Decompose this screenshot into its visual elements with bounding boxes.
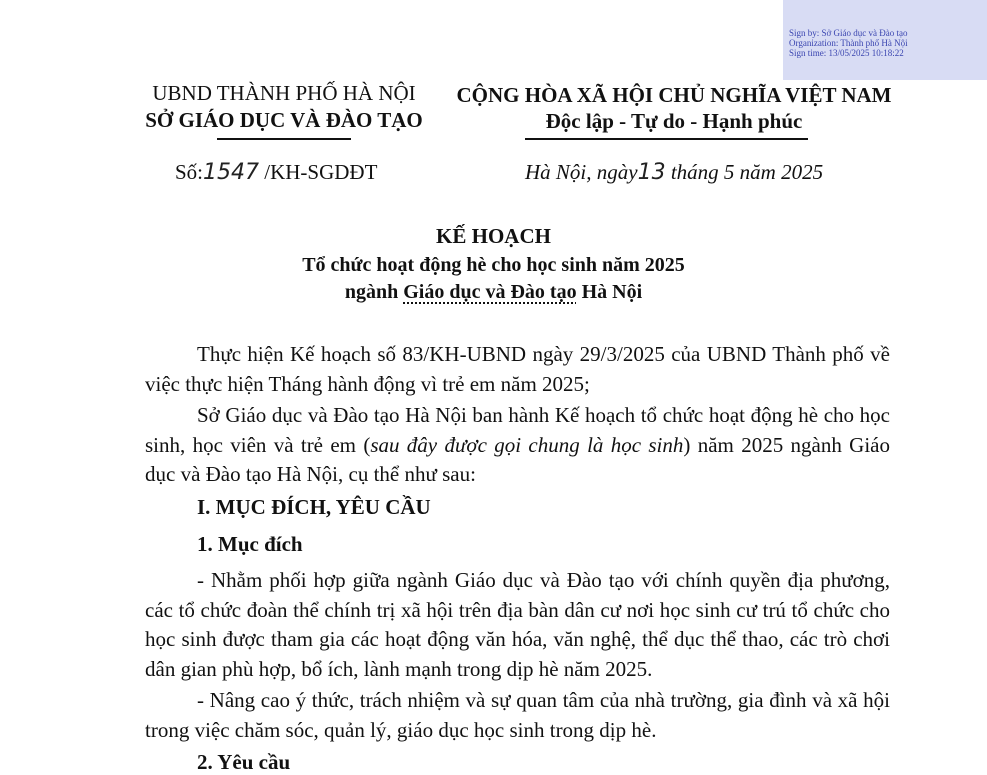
national-motto: Độc lập - Tự do - Hạnh phúc bbox=[545, 109, 803, 133]
paragraph-purpose-2: - Nâng cao ý thức, trách nhiệm và sự quan tâm của nhà trường, gia đình và xã hội trong việc chăm sóc, quản lý, giáo dục học sinh trong dịp hè. bbox=[145, 688, 890, 742]
document-subject-line1: Tổ chức hoạt động hè cho học sinh năm 2025 bbox=[302, 254, 685, 276]
document-number bbox=[175, 158, 377, 187]
subsection-heading-purpose: 1. Mục đích bbox=[197, 532, 303, 556]
subject-highlight: Giáo dục và Đào tạo bbox=[403, 281, 577, 303]
issuer-underline bbox=[217, 138, 351, 140]
section-heading-purpose-requirements: I. MỤC ĐÍCH, YÊU CẦU bbox=[197, 495, 431, 519]
document-date bbox=[525, 158, 823, 187]
motto-underline bbox=[525, 138, 808, 140]
document-number-handwritten: 1547 bbox=[203, 160, 260, 185]
issuer-authority: UBND THÀNH PHỐ HÀ NỘI bbox=[152, 81, 416, 105]
signature-organization: Organization: Thành phố Hà Nội bbox=[789, 38, 908, 48]
date-day-handwritten: 13 bbox=[637, 160, 666, 185]
paragraph-basis: Thực hiện Kế hoạch số 83/KH-UBND ngày 29/3/2025 của UBND Thành phố về việc thực hiện Tháng hành động vì trẻ em năm 2025; bbox=[145, 342, 890, 396]
issuer-department: SỞ GIÁO DỤC VÀ ĐÀO TẠO bbox=[145, 108, 423, 132]
date-suffix: tháng 5 năm 2025 bbox=[665, 160, 824, 184]
paragraph-issuance-italic: sau đây được gọi chung là học sinh bbox=[370, 432, 684, 457]
subsection-heading-requirements: 2. Yêu cầu bbox=[197, 750, 291, 774]
signature-signed-by: Sign by: Sở Giáo dục và Đào tạo bbox=[789, 28, 908, 38]
document-type-title: KẾ HOẠCH bbox=[436, 224, 551, 248]
signature-time: Sign time: 13/05/2025 10:18:22 bbox=[789, 48, 904, 58]
document-number-prefix: Số: bbox=[175, 160, 204, 184]
national-title: CỘNG HÒA XÃ HỘI CHỦ NGHĨA VIỆT NAM bbox=[456, 83, 892, 107]
date-prefix: Hà Nội, ngày bbox=[525, 160, 638, 184]
document-subject-line2: ngành Giáo dục và Đào tạo Hà Nội bbox=[344, 281, 643, 303]
digital-signature-box bbox=[783, 0, 987, 80]
document-number-suffix: /KH-SGDĐT bbox=[259, 160, 378, 184]
paragraph-purpose-1: - Nhằm phối hợp giữa ngành Giáo dục và Đào tạo với chính quyền địa phương, các tổ chức đoàn thể chính trị xã hội trên địa bàn dân cư nơi học sinh cư trú tổ chức cho học sinh được tham gia các hoạt động văn hóa, văn nghệ, thể dục thể thao, các trò chơi dân gian phù hợp, bổ ích, lành mạnh trong dịp hè năm 2025. bbox=[145, 568, 890, 681]
paragraph-issuance: Sở Giáo dục và Đào tạo Hà Nội ban hành Kế hoạch tổ chức hoạt động hè cho học sinh, học viên và trẻ em (sau đây được gọi chung là học sinh) năm 2025 ngành Giáo dục và Đào tạo Hà Nội, cụ thể như sau: bbox=[145, 403, 890, 486]
